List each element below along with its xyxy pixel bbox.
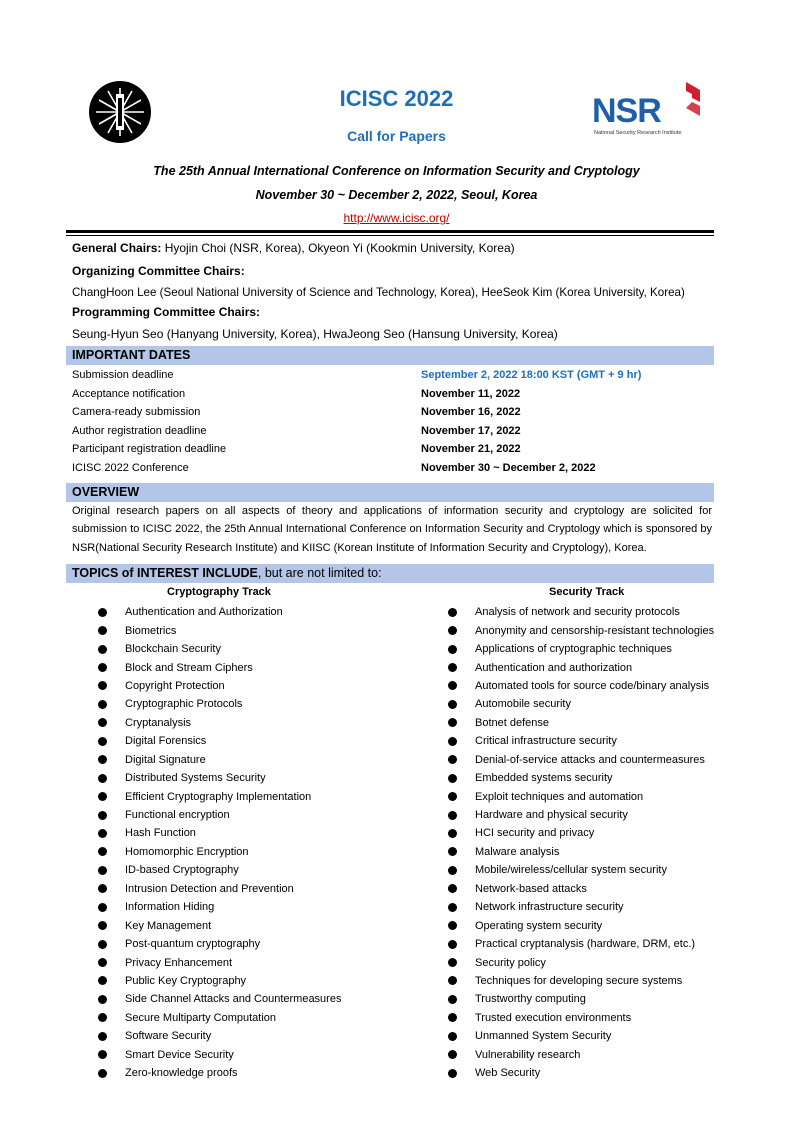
list-item-label: Trusted execution environments: [475, 1011, 632, 1024]
bullet-icon: [98, 811, 107, 820]
list-item: [98, 677, 341, 695]
bullet-icon: [448, 718, 457, 727]
bullet-icon: [98, 1032, 107, 1041]
list-item: [98, 898, 341, 916]
list-item-label: Copyright Protection: [125, 679, 225, 692]
bullet-icon: [448, 1032, 457, 1041]
bullet-icon: [98, 774, 107, 783]
list-item: [98, 695, 341, 713]
list-item-label: ID-based Cryptography: [125, 864, 239, 877]
nsr-logo-caption: National Security Research Institute: [594, 130, 682, 136]
bullet-icon: [98, 921, 107, 930]
bullet-icon: [448, 940, 457, 949]
list-item-label: Anonymity and censorship-resistant technologies: [475, 624, 715, 637]
list-item-label: Hash Function: [125, 827, 196, 840]
list-item: [448, 621, 714, 639]
bullet-icon: [98, 718, 107, 727]
list-item: [448, 751, 714, 769]
date-value: November 16, 2022: [421, 406, 521, 419]
list-item: [98, 751, 341, 769]
list-item-label: Automated tools for source code/binary analysis: [475, 679, 710, 692]
topics-heading: [66, 564, 714, 583]
list-item: [98, 1027, 341, 1045]
list-item-label: Operating system security: [475, 919, 603, 932]
list-item-label: Authentication and Authorization: [125, 606, 283, 619]
list-item: [448, 880, 714, 898]
list-item-label: Hardware and physical security: [475, 809, 628, 822]
bullet-icon: [448, 608, 457, 617]
bullet-icon: [98, 1013, 107, 1022]
bullet-icon: [448, 700, 457, 709]
list-item-label: Web Security: [475, 1067, 541, 1080]
bullet-icon: [448, 958, 457, 967]
date-label: Submission deadline: [72, 369, 174, 382]
date-row: [72, 385, 712, 404]
date-label: Acceptance notification: [72, 387, 186, 400]
list-item-label: Cryptanalysis: [125, 716, 192, 729]
bullet-icon: [98, 755, 107, 764]
list-item: [448, 1046, 714, 1064]
page-subtitle: Call for Papers: [347, 128, 446, 144]
conference-date: November 30 ~ December 2, 2022, Seoul, Korea: [255, 188, 538, 202]
security-topic-list: [448, 603, 714, 1082]
list-item-label: Practical cryptanalysis (hardware, DRM, etc.): [475, 938, 696, 951]
date-row: [72, 403, 712, 422]
organizing-chairs-label: Organizing Committee Chairs:: [72, 264, 245, 278]
list-item-label: Authentication and authorization: [475, 661, 633, 674]
overview-heading: OVERVIEW: [66, 483, 714, 502]
list-item-label: Blockchain Security: [125, 643, 221, 656]
list-item-label: Zero-knowledge proofs: [125, 1067, 238, 1080]
list-item-label: Botnet defense: [475, 716, 550, 729]
list-item-label: Network infrastructure security: [475, 901, 624, 914]
list-item: [448, 640, 714, 658]
list-item-label: Embedded systems security: [475, 772, 613, 785]
list-item: [98, 621, 341, 639]
security-track-title: Security Track: [549, 586, 625, 598]
list-item: [448, 843, 714, 861]
list-item-label: Applications of cryptographic techniques: [475, 643, 672, 656]
date-value: September 2, 2022 18:00 KST (GMT + 9 hr): [421, 369, 642, 382]
list-item-label: HCI security and privacy: [475, 827, 595, 840]
overview-text: Original research papers on all aspects of theory and applications of information security and cryptology are solicited for submission to ICISC 2022, the 25th Annual International Conference on Information Security and Cryptology which is sponsored by NSR(National Security Research Institute) and KIISC (Korean Institute of Information Security and Cryptology), Korea.: [72, 505, 712, 554]
bullet-icon: [448, 755, 457, 764]
list-item: [448, 990, 714, 1008]
list-item: [98, 953, 341, 971]
list-item: [98, 824, 341, 842]
header-rule-thin: [66, 235, 714, 236]
list-item: [448, 1027, 714, 1045]
list-item: [98, 769, 341, 787]
list-item-label: Intrusion Detection and Prevention: [125, 882, 294, 895]
important-dates-heading: IMPORTANT DATES: [66, 346, 714, 365]
list-item: [448, 1009, 714, 1027]
list-item-label: Efficient Cryptography Implementation: [125, 790, 312, 803]
bullet-icon: [98, 847, 107, 856]
list-item-label: Unmanned System Security: [475, 1030, 612, 1043]
list-item: [98, 935, 341, 953]
list-item-label: Trustworthy computing: [475, 993, 586, 1006]
list-item-label: Malware analysis: [475, 845, 560, 858]
list-item-label: Digital Forensics: [125, 735, 207, 748]
crypto-track-title: Cryptography Track: [167, 586, 271, 598]
date-value: November 21, 2022: [421, 443, 521, 456]
list-item-label: Digital Signature: [125, 753, 206, 766]
bullet-icon: [448, 866, 457, 875]
bullet-icon: [448, 976, 457, 985]
bullet-icon: [98, 866, 107, 875]
list-item: [98, 806, 341, 824]
bullet-icon: [448, 663, 457, 672]
bullet-icon: [98, 995, 107, 1004]
list-item-label: Mobile/wireless/cellular system security: [475, 864, 667, 877]
list-item-label: Software Security: [125, 1030, 212, 1043]
bullet-icon: [448, 995, 457, 1004]
list-item-label: Security policy: [475, 956, 546, 969]
list-item: [98, 861, 341, 879]
list-item: [448, 935, 714, 953]
bullet-icon: [448, 1069, 457, 1078]
list-item: [448, 732, 714, 750]
bullet-icon: [448, 626, 457, 635]
list-item-label: Techniques for developing secure systems: [475, 974, 683, 987]
general-chairs: [72, 241, 515, 255]
bullet-icon: [98, 645, 107, 654]
bullet-icon: [98, 626, 107, 635]
list-item: [448, 1064, 714, 1082]
list-item-label: Exploit techniques and automation: [475, 790, 644, 803]
programming-chairs-names: Seung-Hyun Seo (Hanyang University, Korea), HwaJeong Seo (Hansung University, Korea): [72, 327, 558, 341]
important-dates-table: [72, 366, 712, 477]
list-item-label: Smart Device Security: [125, 1048, 234, 1061]
date-row: [72, 366, 712, 385]
bullet-icon: [98, 737, 107, 746]
bullet-icon: [98, 976, 107, 985]
programming-chairs-label: Programming Committee Chairs:: [72, 305, 261, 319]
bullet-icon: [98, 829, 107, 838]
list-item: [448, 695, 714, 713]
bullet-icon: [448, 829, 457, 838]
topics-heading-label: TOPICS of INTEREST INCLUDE: [72, 566, 258, 580]
general-chairs-label: General Chairs:: [72, 241, 162, 255]
list-item-label: Block and Stream Ciphers: [125, 661, 253, 674]
list-item-label: Information Hiding: [125, 901, 215, 914]
list-item-label: Cryptographic Protocols: [125, 698, 243, 711]
list-item: [98, 880, 341, 898]
list-item: [98, 658, 341, 676]
bullet-icon: [98, 700, 107, 709]
bullet-icon: [448, 884, 457, 893]
bullet-icon: [448, 792, 457, 801]
list-item: [98, 732, 341, 750]
list-item-label: Vulnerability research: [475, 1048, 581, 1061]
list-item: [98, 714, 341, 732]
list-item-label: Public Key Cryptography: [125, 974, 247, 987]
header-rule-thick: [66, 230, 714, 233]
date-value: November 17, 2022: [421, 424, 521, 437]
list-item-label: Functional encryption: [125, 809, 230, 822]
bullet-icon: [98, 1050, 107, 1059]
bullet-icon: [98, 940, 107, 949]
list-item: [98, 990, 341, 1008]
organizing-chairs-names: ChangHoon Lee (Seoul National University of Science and Technology, Korea), HeeSeok Kim (Korea University, Korea): [72, 286, 685, 299]
list-item: [448, 898, 714, 916]
bullet-icon: [98, 608, 107, 617]
bullet-icon: [448, 1050, 457, 1059]
list-item: [448, 806, 714, 824]
bullet-icon: [98, 903, 107, 912]
general-chairs-names: Hyojin Choi (NSR, Korea), Okyeon Yi (Kookmin University, Korea): [161, 241, 515, 255]
list-item: [448, 916, 714, 934]
date-label: Participant registration deadline: [72, 443, 227, 456]
bullet-icon: [448, 847, 457, 856]
bullet-icon: [98, 792, 107, 801]
list-item-label: Side Channel Attacks and Countermeasures: [125, 993, 342, 1006]
conference-name: The 25th Annual International Conference on Information Security and Cryptology: [153, 164, 640, 178]
list-item: [98, 1009, 341, 1027]
date-row: [72, 459, 712, 478]
bullet-icon: [98, 681, 107, 690]
list-item-label: Critical infrastructure security: [475, 735, 617, 748]
list-item: [98, 1046, 341, 1064]
list-item: [448, 953, 714, 971]
list-item-label: Biometrics: [125, 624, 177, 637]
list-item-label: Automobile security: [475, 698, 571, 711]
bullet-icon: [448, 681, 457, 690]
date-row: [72, 422, 712, 441]
list-item-label: Privacy Enhancement: [125, 956, 232, 969]
list-item: [448, 603, 714, 621]
bullet-icon: [448, 774, 457, 783]
list-item-label: Network-based attacks: [475, 882, 587, 895]
list-item-label: Analysis of network and security protocols: [475, 606, 680, 619]
list-item: [448, 972, 714, 990]
date-label: ICISC 2022 Conference: [72, 461, 189, 474]
bullet-icon: [448, 645, 457, 654]
list-item: [98, 843, 341, 861]
list-item: [98, 603, 341, 621]
bullet-icon: [98, 1069, 107, 1078]
list-item: [98, 916, 341, 934]
page-title: ICISC 2022: [339, 86, 454, 111]
bullet-icon: [448, 811, 457, 820]
list-item-label: Homomorphic Encryption: [125, 845, 249, 858]
date-label: Author registration deadline: [72, 424, 207, 437]
list-item: [448, 769, 714, 787]
bullet-icon: [448, 921, 457, 930]
bullet-icon: [448, 903, 457, 912]
bullet-icon: [98, 958, 107, 967]
crypto-topic-list: [98, 603, 341, 1082]
bullet-icon: [448, 737, 457, 746]
list-item: [448, 824, 714, 842]
date-value: November 30 ~ December 2, 2022: [421, 461, 596, 474]
list-item-label: Distributed Systems Security: [125, 772, 266, 785]
list-item: [98, 1064, 341, 1082]
list-item: [448, 658, 714, 676]
list-item-label: Denial-of-service attacks and countermeasures: [475, 753, 705, 766]
conference-url-link[interactable]: http://www.icisc.org/: [343, 211, 450, 225]
list-item: [98, 972, 341, 990]
bullet-icon: [98, 884, 107, 893]
bullet-icon: [448, 1013, 457, 1022]
list-item: [98, 640, 341, 658]
bullet-icon: [98, 663, 107, 672]
list-item: [448, 861, 714, 879]
date-label: Camera-ready submission: [72, 406, 201, 419]
topics-heading-suffix: , but are not limited to:: [257, 566, 382, 580]
list-item: [448, 714, 714, 732]
date-value: November 11, 2022: [421, 387, 521, 400]
nsr-logo-text: NSR: [592, 92, 661, 130]
list-item-label: Key Management: [125, 919, 212, 932]
list-item-label: Secure Multiparty Computation: [125, 1011, 277, 1024]
list-item: [448, 677, 714, 695]
list-item: [98, 787, 341, 805]
list-item: [448, 787, 714, 805]
date-row: [72, 440, 712, 459]
list-item-label: Post-quantum cryptography: [125, 938, 261, 951]
